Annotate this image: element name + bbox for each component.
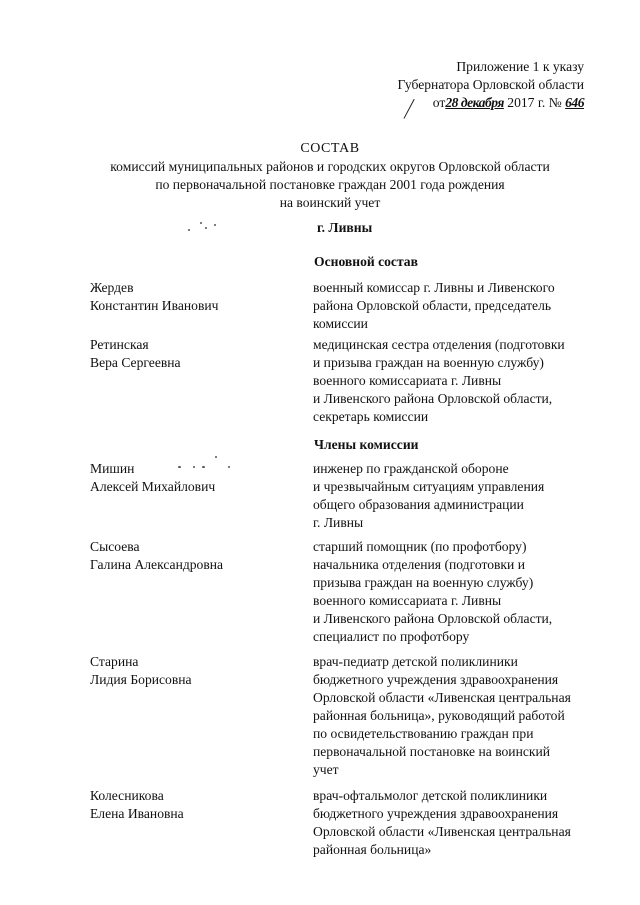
- person-given-names: Лидия Борисовна: [90, 672, 192, 687]
- person-name: [90, 538, 290, 574]
- role-line: г. Ливны: [313, 515, 364, 530]
- role-line: и Ливенского района Орловской области,: [313, 391, 553, 406]
- person-role: [313, 460, 613, 532]
- appendix-line-2: Губернатора Орловской области: [397, 77, 584, 92]
- role-line: учет: [313, 762, 339, 777]
- role-line: военного комиссариата г. Ливны: [313, 373, 502, 388]
- role-line: комиссии: [313, 316, 368, 331]
- role-line: района Орловской области, председатель: [313, 298, 552, 313]
- person-surname: Ретинская: [90, 337, 149, 352]
- decree-date-line: [330, 94, 584, 112]
- scan-speck: [215, 456, 217, 458]
- role-line: Орловской области «Ливенская центральная: [313, 824, 571, 839]
- scan-speck: [214, 224, 216, 226]
- person-role: [313, 538, 613, 646]
- scan-speck: [200, 222, 202, 224]
- person-surname: Мишин: [90, 461, 135, 476]
- role-line: бюджетного учреждения здравоохранения: [313, 672, 559, 687]
- main-composition-heading: Основной состав: [314, 254, 418, 269]
- number-sign: №: [548, 95, 562, 110]
- role-line: начальника отделения (подготовки и: [313, 557, 525, 572]
- role-line: старший помощник (по профотбору): [313, 539, 527, 554]
- person-surname: Жердев: [90, 280, 134, 295]
- appendix-line-1: Приложение 1 к указу: [456, 59, 584, 74]
- appendix-block: [330, 58, 584, 112]
- decree-day-month: 28 декабря: [445, 95, 504, 110]
- role-line: инженер по гражданской обороне: [313, 461, 509, 476]
- person-name: [90, 787, 290, 823]
- role-line: и призыва граждан на военную службу): [313, 355, 544, 370]
- person-name: [90, 653, 290, 689]
- person-given-names: Галина Александровна: [90, 557, 224, 572]
- role-line: и чрезвычайным ситуациям управления: [313, 479, 545, 494]
- title-line-2: по первоначальной постановке граждан 2001 года рождения: [155, 177, 505, 192]
- person-given-names: Константин Иванович: [90, 298, 219, 313]
- person-role: [313, 279, 613, 333]
- scan-speck: [188, 229, 190, 231]
- date-from-label: от: [432, 95, 446, 110]
- person-name: [90, 279, 290, 315]
- role-line: военный комиссар г. Ливны и Ливенского: [313, 280, 555, 295]
- role-line: первоначальной постановке на воинский: [313, 744, 551, 759]
- decree-number: 646: [565, 95, 584, 110]
- role-line: Орловской области «Ливенская центральная: [313, 690, 571, 705]
- role-line: врач-педиатр детской поликлиники: [313, 654, 518, 669]
- person-given-names: Вера Сергеевна: [90, 355, 181, 370]
- role-line: бюджетного учреждения здравоохранения: [313, 806, 559, 821]
- scan-speck: [205, 227, 207, 229]
- members-heading: Члены комиссии: [314, 437, 419, 452]
- person-given-names: Елена Ивановна: [90, 806, 184, 821]
- person-name: [90, 336, 290, 372]
- role-line: и Ливенского района Орловской области,: [313, 611, 553, 626]
- role-line: призыва граждан на военную службу): [313, 575, 534, 590]
- person-role: [313, 787, 613, 859]
- role-line: районная больница», руководящий работой: [313, 708, 565, 723]
- person-role: [313, 653, 613, 779]
- role-line: специалист по профотбору: [313, 629, 470, 644]
- title-heading: СОСТАВ: [300, 141, 360, 156]
- person-surname: Колесникова: [90, 788, 164, 803]
- person-name: [90, 460, 290, 496]
- role-line: военного комиссариата г. Ливны: [313, 593, 502, 608]
- document-title-block: [70, 140, 590, 212]
- person-given-names: Алексей Михайлович: [90, 479, 216, 494]
- title-line-1: комиссий муниципальных районов и городских округов Орловской области: [110, 159, 550, 174]
- role-line: районная больница»: [313, 842, 432, 857]
- decree-year: 2017 г.: [507, 95, 546, 110]
- role-line: врач-офтальмолог детской поликлиники: [313, 788, 548, 803]
- city-heading: г. Ливны: [317, 220, 373, 235]
- person-surname: Старина: [90, 654, 139, 669]
- person-surname: Сысоева: [90, 539, 140, 554]
- person-role: [313, 336, 613, 426]
- role-line: секретарь комиссии: [313, 409, 429, 424]
- title-line-3: на воинский учет: [279, 195, 381, 210]
- role-line: общего образования администрации: [313, 497, 524, 512]
- role-line: медицинская сестра отделения (подготовки: [313, 337, 565, 352]
- role-line: по освидетельствованию граждан при: [313, 726, 534, 741]
